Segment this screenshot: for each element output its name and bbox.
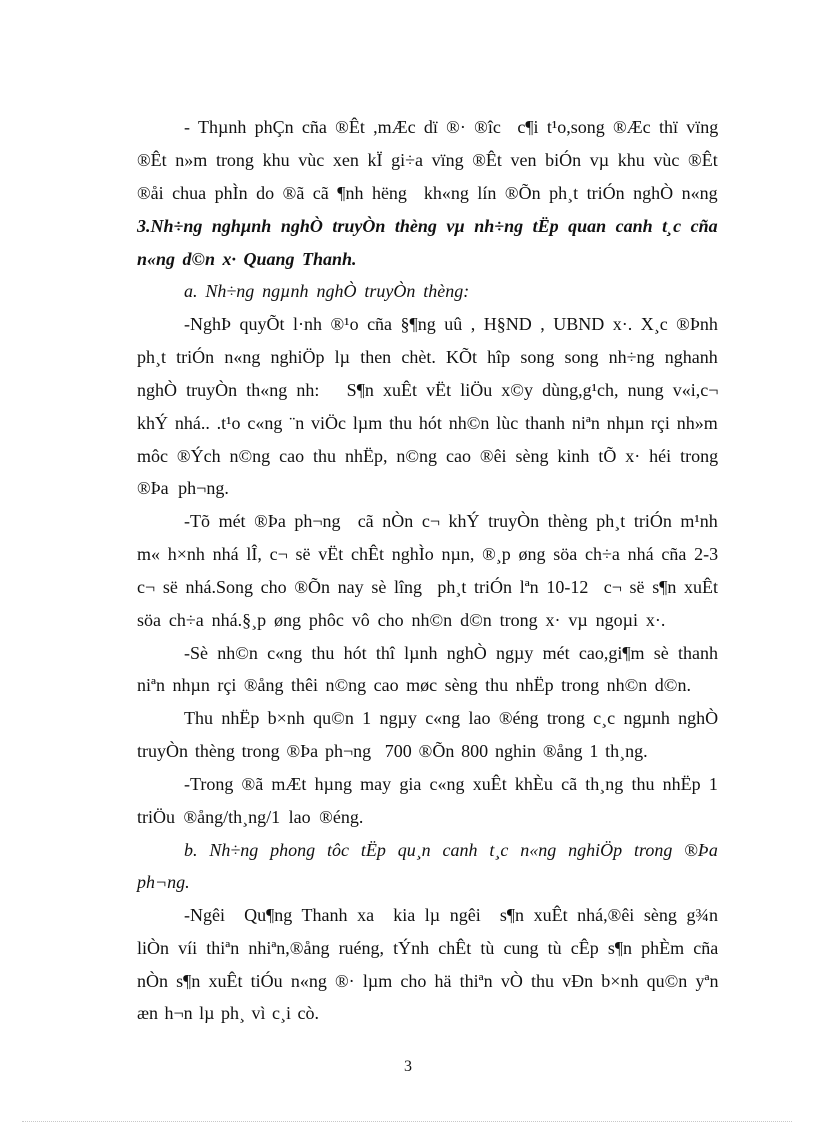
text-line: ph¸t triÓn n«ng nghiÖp lµ then chèt. KÕt hîp song song nh÷ng nghanh — [137, 347, 718, 367]
text-line: truyÒn thèng trong ®Þa ph¬ng 700 ®Õn 800 nghin ®ång 1 th¸ng. — [137, 741, 648, 761]
text-line: môc ®Ých n©ng cao thu nhËp, n©ng cao ®êi sèng kinh tÕ x· héi trong — [137, 446, 719, 466]
text-line: Thu nhËp b×nh qu©n 1 ngµy c«ng lao ®éng trong c¸c ngµnh nghÒ — [184, 708, 719, 728]
text-line: ®åi chua phÌn do ®ã cã ¶nh hëng kh«ng lín ®Õn ph¸t triÓn nghÒ n«ng — [137, 183, 718, 203]
text-line: niªn nhµn rçi ®ång thêi n©ng cao møc sèng thu nhËp trong nh©n d©n. — [137, 675, 691, 695]
text-line: c¬ së nhá.Song cho ®Õn nay sè lîng ph¸t triÓn lªn 10-12 c¬ së s¶n xuÊt — [137, 577, 719, 597]
page-number: 3 — [404, 1058, 412, 1075]
text-line: -Tõ mét ®Þa ph¬ng cã nÒn c¬ khÝ truyÒn thèng ph¸t triÓn m¹nh — [184, 511, 718, 531]
text-line: a. Nh÷ng ngµnh nghÒ truyÒn thèng: — [184, 281, 470, 301]
text-line: khÝ nhá.. .t¹o c«ng ¨n viÖc lµm thu hót nh©n lùc thanh niªn nhµn rçi nh»m — [137, 413, 718, 433]
text-line: æn h¬n lµ ph¸ vì c¸i cò. — [137, 1003, 319, 1023]
text-line: ®Þa ph¬ng. — [137, 478, 229, 498]
text-line: 3.Nh÷ng nghµnh nghÒ truyÒn thèng vµ nh÷ng tËp quan canh t¸c cña — [137, 216, 718, 236]
text-line: m« h×nh nhá lÎ, c¬ së vËt chÊt nghÌo nµn, ®¸p øng söa ch÷a nhá cña 2-3 — [137, 544, 719, 564]
text-line: ®Êt n»m trong khu vùc xen kÏ gi÷a vïng ®Êt ven biÓn vµ khu vùc ®Êt — [137, 150, 718, 170]
text-line: nghÒ truyÒn th«ng nh: S¶n xuÊt vËt liÖu x©y dùng,g¹ch, nung v«i,c¬ — [137, 380, 719, 400]
footer-dotted-rule — [22, 1121, 792, 1122]
text-line: n«ng d©n x· Quang Thanh. — [137, 249, 357, 269]
text-line: b. Nh÷ng phong tôc tËp qu¸n canh t¸c n«ng nghiÖp trong ®Þa — [184, 840, 718, 860]
text-line: ph¬ng. — [137, 872, 190, 892]
text-line: nÒn s¶n xuÊt tiÓu n«ng ®· lµm cho hä thiªn vÒ thu vÐn b×nh qu©n yªn — [137, 971, 719, 991]
text-line: -Ngêi Qu¶ng Thanh xa kia lµ ngêi s¶n xuÊt nhá,®êi sèng g¾n — [184, 905, 718, 925]
text-line: -NghÞ quyÕt l·nh ®¹o cña §¶ng uû , H§ND , UBND x·. X¸c ®Þnh — [184, 314, 718, 334]
text-line: liÒn víi thiªn nhiªn,®ång ruéng, tÝnh chÊt tù cung tù cÊp s¶n phÈm cña — [137, 938, 719, 958]
text-line: triÖu ®ång/th¸ng/1 lao ®éng. — [137, 807, 364, 827]
text-line: - Thµnh phÇn cña ®Êt ,mÆc dï ®· ®îc c¶i t¹o,song ®Æc thï vïng — [184, 117, 719, 137]
text-line: söa ch÷a nhá.§¸p øng phôc vô cho nh©n d©n trong x· vµ ngoµi x·. — [137, 610, 666, 630]
text-line: -Sè nh©n c«ng thu hót thî lµnh nghÒ ngµy mét cao,gi¶m sè thanh — [184, 643, 719, 663]
text-line: -Trong ®ã mÆt hµng may gia c«ng xuÊt khÈu cã th¸ng thu nhËp 1 — [184, 774, 718, 794]
